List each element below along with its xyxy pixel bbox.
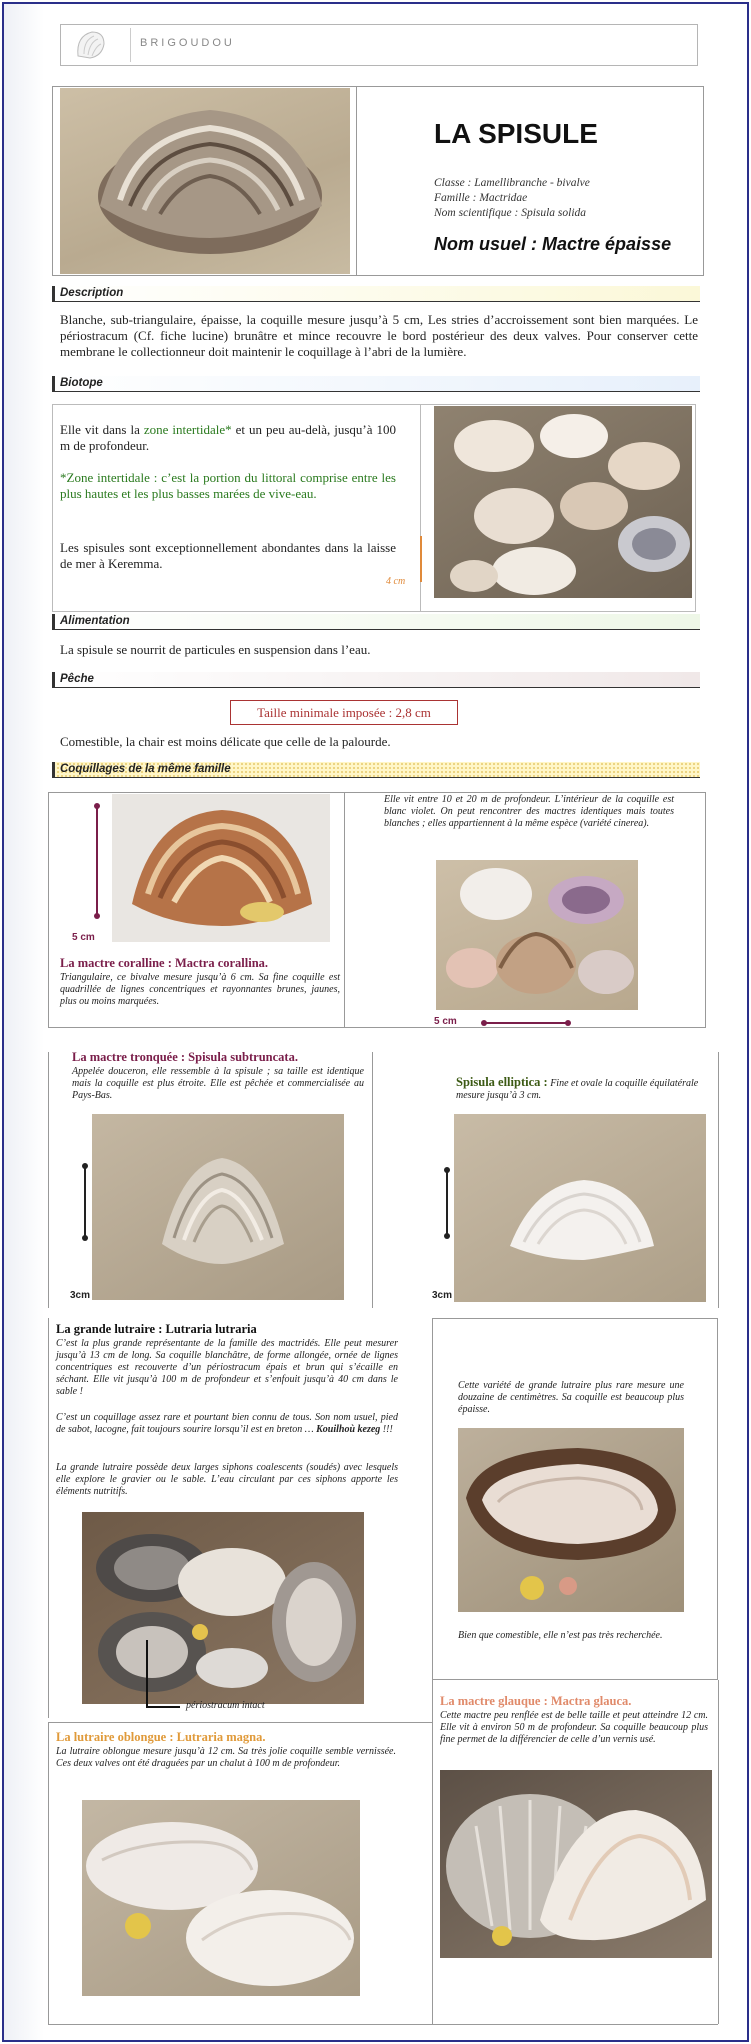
- magna-bottom-line: [48, 2024, 718, 2025]
- glauca-divider: [432, 1680, 433, 2024]
- glauca-photo: [440, 1770, 712, 1958]
- zone-intertidale-term: zone intertidale*: [143, 422, 232, 437]
- biotope-footnote: *Zone intertidale : c’est la portion du littoral comprise entre les plus hautes et les plus basses marées de vive-eau.: [60, 470, 396, 501]
- elliptica-photo: [454, 1114, 706, 1302]
- classe-line: Classe : Lamellibranche - bivalve: [434, 177, 590, 189]
- scale-bar-elliptica: [446, 1170, 448, 1236]
- taille-minimale-box: Taille minimale imposée : 2,8 cm: [230, 700, 458, 725]
- lutraria-p3: La grande lutraire possède deux larges siphons coalescents (soudés) avec lesquels elle explore le gravier ou le sable. L’eau circulant par ces siphons apporte les éléments nutritifs.: [56, 1462, 398, 1497]
- description-text: Blanche, sub-triangulaire, épaisse, la coquille mesure jusqu’à 5 cm, Les stries d’accroissement sont bien marquées. Le périostracum (Cf. fiche lucine) brunâtre et mince recouvre le bord postérieur des deux valves. Pour conserver cette membrane le collectionneur doit maintenir le coquillage à l’abri de la lumière.: [60, 312, 698, 359]
- scale-label-cinerea: 5 cm: [434, 1016, 457, 1027]
- magna-left-line: [48, 1722, 49, 2024]
- alimentation-text: La spisule se nourrit de particules en suspension dans l’eau.: [60, 642, 371, 657]
- subtruncata-left-line: [48, 1052, 49, 1308]
- biotope-p1: Elle vit dans la zone intertidale* et un peu au-delà, jusqu’à 100 m de profondeur.: [60, 422, 396, 453]
- biotope-p3: Les spisules sont exceptionnellement abondantes dans la laisse de mer à Keremma.: [60, 540, 396, 571]
- section-header-biotope: Biotope: [52, 376, 700, 392]
- elliptica-block: [456, 1076, 704, 1102]
- section-header-description: Description: [52, 286, 700, 302]
- cinerea-photo: [436, 860, 638, 1010]
- shell-logo-icon: [70, 26, 110, 64]
- famille-row1-divider: [344, 792, 345, 1028]
- glauca-title: La mactre glauque : Mactra glauca.: [440, 1694, 632, 1708]
- magna-text: La lutraire oblongue mesure jusqu’à 12 cm. Sa très jolie coquille semble vernissée. Ces deux valves ont été draguées par un chalut à 100 m de profondeur.: [56, 1746, 396, 1769]
- brand-name: BRIGOUDOU: [140, 37, 235, 49]
- lutraria-left-line: [48, 1318, 49, 1718]
- lutraria-p2: C’est un coquillage assez rare et pourtant bien connu de tous. Son nom usuel, pied de sabot, lacogne, fait toujours sourire lorsqu’il est en breton … Kouilhoù kezeg !!!: [56, 1412, 398, 1435]
- row2-divider: [372, 1052, 373, 1308]
- taxonomy-block: [434, 176, 590, 221]
- nom-usuel: Nom usuel : Mactre épaisse: [434, 234, 672, 254]
- scale-label-elliptica: 3cm: [432, 1290, 453, 1301]
- section-header-peche: Pêche: [52, 672, 700, 688]
- variete-p2: Bien que comestible, elle n’est pas très recherchée.: [458, 1630, 663, 1641]
- scale-label-4cm: 4 cm: [386, 576, 406, 587]
- scale-bar-corallina: [96, 806, 98, 916]
- scale-bar-cinerea: [484, 1022, 568, 1024]
- title-divider: [356, 86, 357, 276]
- lutraria-title: La grande lutraire : Lutraria lutraria: [56, 1322, 257, 1336]
- nom-scientifique-line: Nom scientifique : Spisula solida: [434, 207, 587, 219]
- magna-photo: [82, 1800, 360, 1996]
- corallina-title: La mactre coralline : Mactra corallina.: [60, 956, 269, 970]
- variete-photo: [458, 1428, 684, 1612]
- famille-line: Famille : Mactridae: [434, 192, 528, 204]
- spisule-photo: [60, 88, 350, 274]
- magna-title: La lutraire oblongue : Lutraria magna.: [56, 1730, 266, 1744]
- page-title: LA SPISULE: [434, 118, 598, 149]
- subtruncata-photo: [92, 1114, 344, 1300]
- section-header-alimentation: Alimentation: [52, 614, 700, 630]
- subtruncata-title: La mactre tronquée : Spisula subtruncata.: [72, 1050, 298, 1064]
- periostracum-pointer: [146, 1640, 148, 1706]
- row2-right-line: [718, 1052, 719, 1308]
- scale-label-corallina: 5 cm: [72, 932, 95, 943]
- section-header-famille: Coquillages de la même famille: [52, 762, 700, 778]
- cinerea-text: Elle vit entre 10 et 20 m de profondeur. L’intérieur de la coquille est blanc violet. On peut rencontrer des mactres identiques mais toutes blanches ; elles appartiennent à la même espèce (variété cinerea).: [384, 794, 674, 829]
- scale-bar-subtruncata: [84, 1166, 86, 1238]
- header-separator: [130, 28, 131, 62]
- periostracum-caption: périostracum intact: [186, 1700, 265, 1711]
- glauca-right-line: [718, 1680, 719, 2024]
- periostracum-pointer-h: [146, 1706, 180, 1708]
- corallina-text: Triangulaire, ce bivalve mesure jusqu’à 6 cm. Sa fine coquille est quadrillée de lignes concentriques et rayonnantes brunes, jaunes, plus ou moins marquées.: [60, 972, 340, 1007]
- spisule-beach-photo: [434, 406, 692, 598]
- lutraria-bottom-line: [48, 1722, 432, 1723]
- variete-p1: Cette variété de grande lutraire plus rare mesure une douzaine de centimètres. Sa coquille est beaucoup plus épaisse.: [458, 1380, 684, 1415]
- lutraria-photo: [82, 1512, 364, 1704]
- scale-bar-4cm: [420, 536, 422, 582]
- corallina-photo: [112, 794, 330, 942]
- scale-label-subtruncata: 3cm: [70, 1290, 91, 1301]
- breton-name: Kouilhoù kezeg: [316, 1424, 381, 1435]
- elliptica-text: Fine et ovale la coquille équilatérale mesure jusqu’à 3 cm.: [456, 1078, 699, 1101]
- peche-text: Comestible, la chair est moins délicate que celle de la palourde.: [60, 734, 391, 749]
- subtruncata-text: Appelée douceron, elle ressemble à la spisule ; sa taille est identique mais la coquille est plus étroite. Elle est pêchée et commercialisée au Pays-Bas.: [72, 1066, 364, 1101]
- elliptica-title: Spisula elliptica :: [456, 1075, 548, 1089]
- lutraria-p1: C’est la plus grande représentante de la famille des mactridés. Elle peut mesurer jusqu’à 13 cm de long. Sa coquille blanchâtre, de forme allongée, ornée de lignes concentriques est recouverte d’un périostracum épais et brun qui s’écaille en séchant. Elle vit jusqu’à 100 m de profondeur et s’enfouit jusqu’à 40 cm dans le sable !: [56, 1338, 398, 1397]
- glauca-text: Cette mactre peu renflée est de belle taille et peut atteindre 12 cm. Elle vit à environ 50 m de profondeur. Sa coquille beaucoup plus fine permet de la différencier de celle d’un vernis usé.: [440, 1710, 708, 1745]
